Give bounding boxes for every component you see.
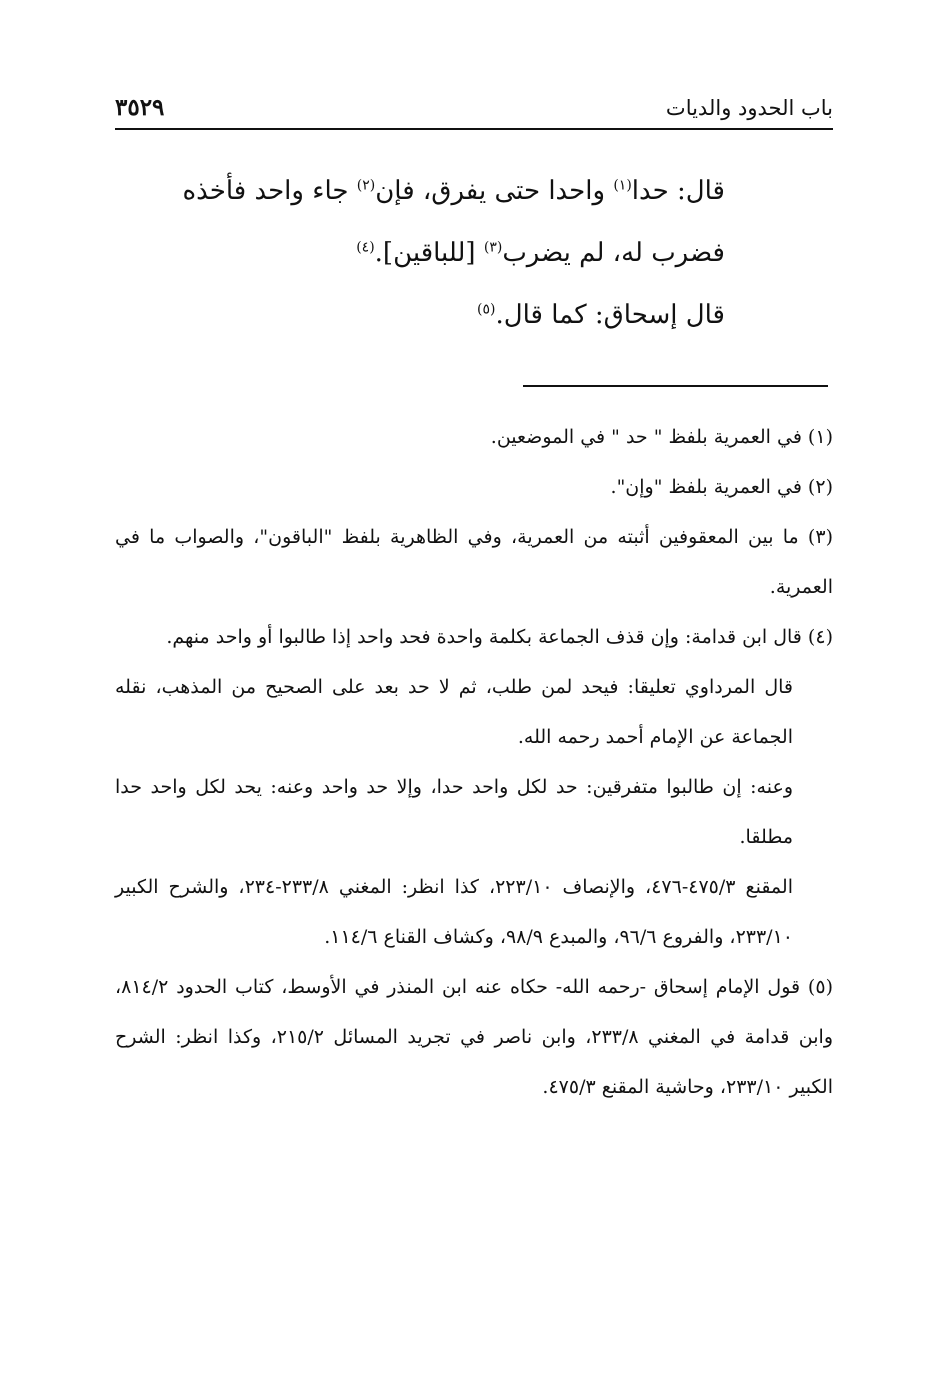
footnote-separator [523,385,828,387]
main-line-3 [115,284,725,346]
footnote-4: (٤) قال ابن قدامة: وإن قذف الجماعة بكلمة واحدة فحد واحد إذا طالبوا أو واحد منهم. [166,626,833,648]
chapter-title: باب الحدود والديات [665,96,833,120]
footnotes [115,412,833,1112]
footnote-ref-2: (٢) [356,177,376,194]
running-header [115,88,833,128]
main-line-2 [115,222,725,284]
footnote-2: (٢) في العمرية بلفظ "وإن". [610,476,833,498]
text-segment: واحدا حتى يفرق، فإن [375,176,614,206]
text-segment: قال إسحاق: كما قال. [495,300,725,330]
footnote-4-paragraph: وعنه: إن طالبوا متفرقين: حد لكل واحد حدا، وإلا حد واحد وعنه: يحد لكل واحد حدا مطلقا. [115,776,793,848]
text-segment: فضرب له، لم يضرب [502,238,725,268]
page-number: ٣٥٢٩ [115,94,165,121]
main-text [115,160,725,346]
main-line-1 [115,160,725,222]
footnote-ref-3: (٣) [483,239,503,256]
header-rule [115,128,833,130]
footnote-4-paragraph: قال المرداوي تعليقا: فيحد لمن طلب، ثم لا حد بعد على الصحيح من المذهب، نقله الجماعة عن الإمام أحمد رحمه الله. [115,676,793,748]
footnote-1: (١) في العمرية بلفظ " حد " في الموضعين. [490,426,833,448]
footnote-ref-5: (٥) [477,301,496,318]
footnote-5: (٥) قول الإمام إسحاق -رحمه الله- حكاه عنه ابن المنذر في الأوسط، كتاب الحدود ٨١٤/٢، وابن قدامة في المغني ٢٣٣/٨، وابن ناصر في تجريد المسائل ٢١٥/٢، وكذا انظر: الشرح الكبير ٢٣٣/١٠، وحاشية المقنع ٤٧٥/٣. [115,976,833,1098]
text-segment: قال: حدا [631,176,725,206]
footnote-3: (٣) ما بين المعقوفين أثبته من العمرية، وفي الظاهرية بلفظ "الباقون"، والصواب ما في العمرية. [115,526,833,598]
footnote-ref-4: (٤) [356,239,375,256]
footnote-4-sources: المقنع ٤٧٥/٣-٤٧٦، والإنصاف ٢٢٣/١٠، كذا انظر: المغني ٢٣٣/٨-٢٣٤، والشرح الكبير ٢٣٣/١٠، والفروع ٩٦/٦، والمبدع ٩٨/٩، وكشاف القناع ١١٤/٦. [115,876,793,948]
footnote-ref-1: (١) [613,177,632,194]
text-segment: [للباقين]. [374,238,484,268]
text-segment: جاء واحد فأخذه [182,176,357,206]
